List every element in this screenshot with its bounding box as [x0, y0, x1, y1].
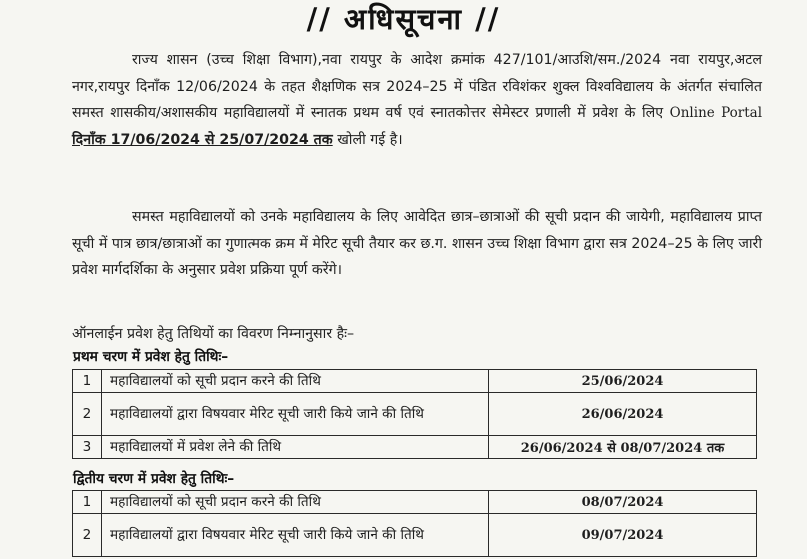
table-row: [73, 491, 757, 514]
row-number: 2: [73, 393, 102, 436]
phase-1-table: [72, 369, 757, 459]
table-row: [73, 393, 757, 436]
notification-paragraph-1: [72, 47, 762, 153]
row-date: 09/07/2024: [489, 514, 757, 557]
row-date: 08/07/2024: [489, 491, 757, 514]
row-number: 1: [73, 370, 102, 393]
online-portal-text: Online Portal: [669, 105, 763, 121]
table-row: [73, 370, 757, 393]
phase-2-table: [72, 490, 757, 557]
table-row: [73, 436, 757, 459]
row-number: 1: [73, 491, 102, 514]
row-description: महाविद्यालयों को सूची प्रदान करने की तिथि: [102, 370, 489, 393]
paragraph-1-text: राज्य शासन (उच्च शिक्षा विभाग),नवा रायपुर के आदेश क्रमांक 427/101/आउशि/सम./2024 नवा रायपुर,अटल नगर,रायपुर दिनाँक 12/06/2024 के तहत शैक्षणिक सत्र 2024–25 में पंडित रविशंकर शुक्ल विश्वविद्यालय के अंतर्गत संचालित समस्त शासकीय/अशासकीय महाविद्यालयों में स्नातक प्रथम वर्ष एवं स्नातकोत्तर सेमेस्टर प्रणाली में प्रवेश के लिए: [72, 52, 762, 121]
row-number: 2: [73, 514, 102, 557]
row-number: 3: [73, 436, 102, 459]
row-date: 26/06/2024 से 08/07/2024 तक: [489, 436, 757, 459]
phase-2-heading: द्वितीय चरण में प्रवेश हेतु तिथिः–: [73, 471, 235, 487]
row-date: 25/06/2024: [489, 370, 757, 393]
paragraph-1-tail: खोली गई है।: [337, 131, 403, 148]
schedule-intro: ऑनलाईन प्रवेश हेतु तिथियों का विवरण निम्नानुसार हैः–: [72, 326, 355, 342]
row-description: महाविद्यालयों द्वारा विषयवार मेरिट सूची जारी किये जाने की तिथि: [102, 393, 489, 436]
notification-paragraph-2: [72, 204, 762, 284]
row-date: 26/06/2024: [489, 393, 757, 436]
row-description: महाविद्यालयों को सूची प्रदान करने की तिथि: [102, 491, 489, 514]
paragraph-2-text: समस्त महाविद्यालयों को उनके महाविद्यालय के लिए आवेदित छात्र–छात्राओं की सूची प्रदान की जायेगी, महाविद्यालय प्राप्त सूची में पात्र छात्र/छात्राओं का गुणात्मक क्रम में मेरिट सूची तैयार कर छ.ग. शासन उच्च शिक्षा विभाग द्वारा सत्र 2024–25 के लिए जारी प्रवेश मार्गदर्शिका के अनुसार प्रवेश प्रक्रिया पूर्ण करेंगे।: [72, 209, 762, 278]
row-description: महाविद्यालयों में प्रवेश लेने की तिथि: [102, 436, 489, 459]
table-row: [73, 514, 757, 557]
notification-title: // अधिसूचना //: [306, 2, 501, 36]
phase-1-heading: प्रथम चरण में प्रवेश हेतु तिथिः–: [73, 349, 229, 365]
row-description: महाविद्यालयों द्वारा विषयवार मेरिट सूची जारी किये जाने की तिथि: [102, 514, 489, 557]
portal-date-range: दिनाँक 17/06/2024 से 25/07/2024 तक: [72, 131, 333, 148]
